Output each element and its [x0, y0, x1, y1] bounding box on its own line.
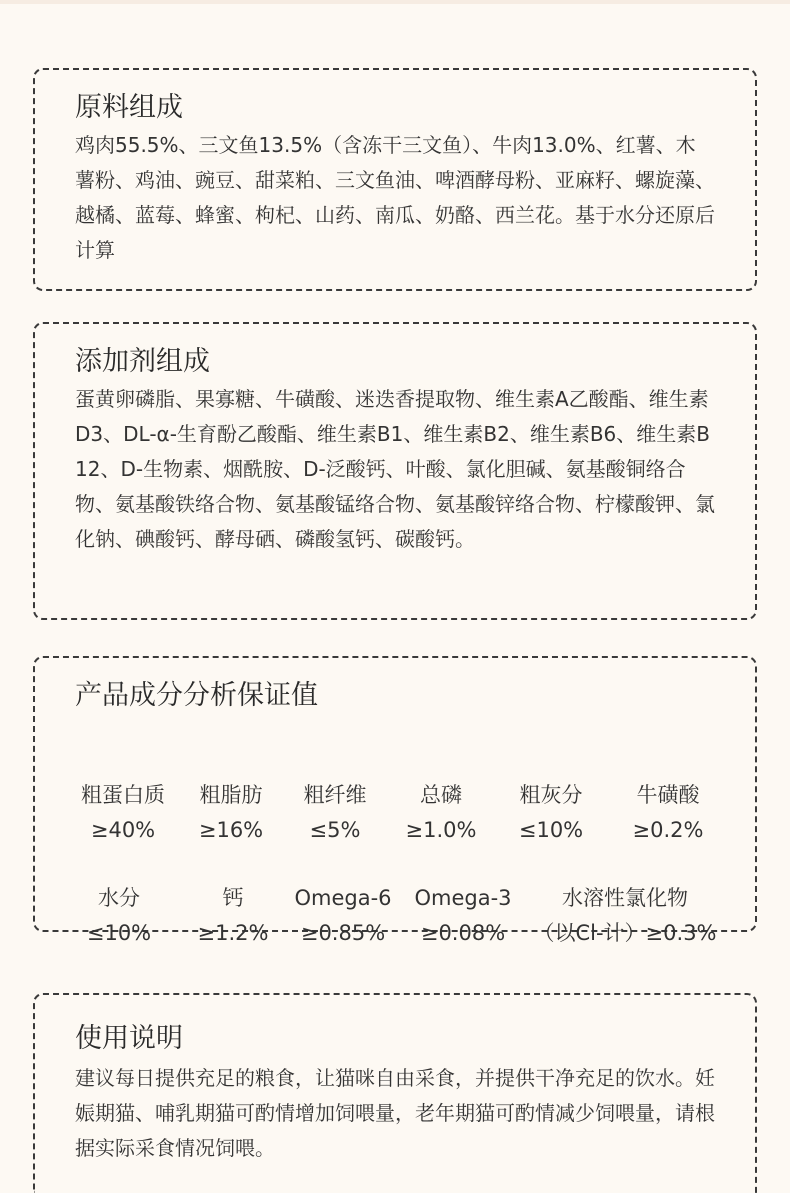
analysis-item: [73, 778, 173, 848]
analysis-item-value: ≥0.2%: [632, 818, 704, 842]
analysis-item: [283, 881, 403, 951]
analysis-item: [391, 778, 491, 848]
analysis-item-label: 水溶性氯化物: [562, 886, 688, 910]
analysis-item-label: 粗纤维: [303, 783, 367, 807]
analysis-item-value: ≥40%: [90, 818, 156, 842]
usage-card: [33, 993, 757, 1193]
analysis-item-label: 水分: [98, 886, 140, 910]
analysis-item-label: 总磷: [420, 783, 462, 807]
additives-card: [33, 322, 757, 620]
analysis-item-value: ≤5%: [309, 818, 361, 842]
analysis-item-value: ≥0.08%: [420, 921, 506, 945]
analysis-item-label: 钙: [222, 886, 244, 910]
analysis-title: 产品成分分析保证值: [75, 680, 318, 711]
ingredients-card: [33, 68, 757, 291]
analysis-item-label: Omega-6: [294, 886, 392, 910]
analysis-item-label: Omega-3: [414, 886, 512, 910]
usage-text: 建议每日提供充足的粮食，让猫咪自由采食，并提供干净充足的饮水。妊娠期猫、哺乳期猫可酌情增加饲喂量，老年期猫可酌情减少饲喂量，请根据实际采食情况饲喂。: [75, 1066, 715, 1160]
analysis-item: [501, 778, 601, 848]
analysis-item: [69, 881, 169, 951]
ingredients-title: 原料组成: [75, 92, 183, 123]
analysis-item: [525, 881, 725, 951]
analysis-item-value: ≥0.85%: [300, 921, 386, 945]
analysis-card: [33, 656, 757, 945]
analysis-item: [285, 778, 385, 848]
analysis-item: [181, 778, 281, 848]
analysis-item-value: （以Cl-计）≥0.3%: [533, 921, 717, 945]
analysis-item: [183, 881, 283, 951]
analysis-item: [403, 881, 523, 951]
analysis-item-value: ≥1.2%: [197, 921, 269, 945]
additives-text: 蛋黄卵磷脂、果寡糖、牛磺酸、迷迭香提取物、维生素A乙酸酯、维生素D3、DL-α-生育酚乙酸酯、维生素B1、维生素B2、维生素B6、维生素B12、D-生物素、烟酰胺、D-泛酸钙、叶酸、氯化胆碱、氨基酸铜络合物、氨基酸铁络合物、氨基酸锰络合物、氨基酸锌络合物、柠檬酸钾、氯化钠、碘酸钙、酵母硒、磷酸氢钙、碳酸钙。: [75, 387, 715, 551]
analysis-item-value: ≥1.0%: [405, 818, 477, 842]
analysis-item-label: 粗脂肪: [199, 783, 263, 807]
analysis-item-label: 牛磺酸: [636, 783, 700, 807]
analysis-item: [618, 778, 718, 848]
ingredients-text: 鸡肉55.5%、三文鱼13.5%（含冻干三文鱼）、牛肉13.0%、红薯、木薯粉、鸡油、豌豆、甜菜粕、三文鱼油、啤酒酵母粉、亚麻籽、螺旋藻、越橘、蓝莓、蜂蜜、枸杞、山药、南瓜、奶酪、西兰花。基于水分还原后计算: [75, 133, 715, 262]
analysis-row-1: [35, 778, 755, 848]
additives-title: 添加剂组成: [75, 346, 210, 377]
analysis-item-value: ≤10%: [86, 921, 152, 945]
analysis-item-value: ≥16%: [198, 818, 264, 842]
top-band: [0, 0, 790, 4]
analysis-item-label: 粗灰分: [519, 783, 583, 807]
analysis-item-value: ≤10%: [518, 818, 584, 842]
analysis-row-2: [35, 881, 755, 951]
usage-title: 使用说明: [75, 1023, 183, 1054]
analysis-item-label: 粗蛋白质: [81, 783, 165, 807]
